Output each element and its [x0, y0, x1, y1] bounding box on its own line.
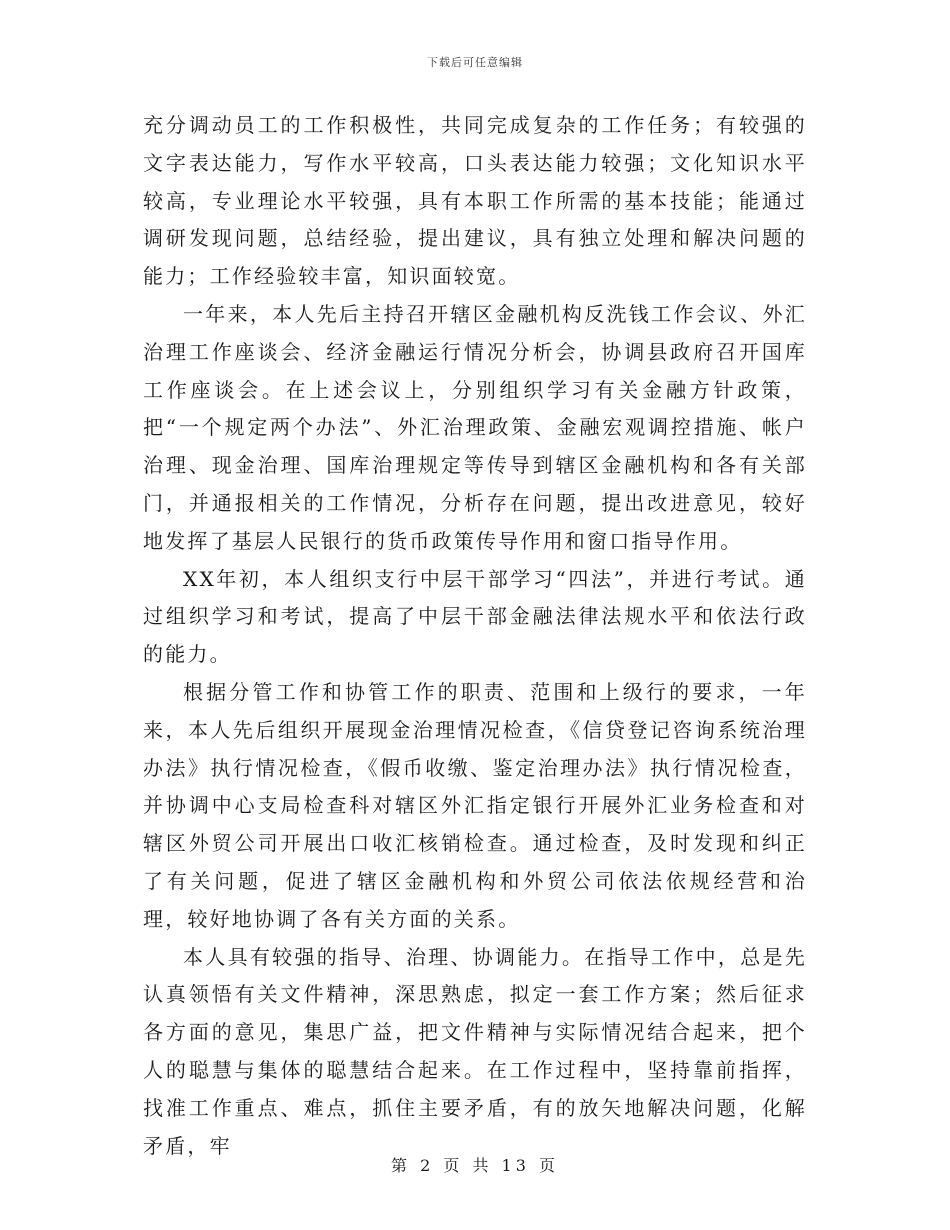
paragraph: XX年初，本人组织支行中层干部学习“四法”，并进行考试。通过组织学习和考试，提高了中层干部金融法律法规水平和依法行政的能力。: [143, 566, 807, 667]
paragraph: 一年来，本人先后主持召开辖区金融机构反洗钱工作会议、外汇治理工作座谈会、经济金融运行情况分析会，协调县政府召开国库工作座谈会。在上述会议上，分别组织学习有关金融方针政策，把“一个规定两个办法”、外汇治理政策、金融宏观调控措施、帐户治理、现金治理、国库治理规定等传导到辖区金融机构和各有关部门，并通报相关的工作情况，分析存在问题，提出改进意见，较好地发挥了基层人民银行的货币政策传导作用和窗口指导作用。: [143, 301, 807, 553]
paragraph: 根据分管工作和协管工作的职责、范围和上级行的要求，一年来，本人先后组织开展现金治理情况检查，《信贷登记咨询系统治理办法》执行情况检查，《假币收缴、鉴定治理办法》执行情况检查，并协调中心支局检查科对辖区外汇指定银行开展外汇业务检查和对辖区外贸公司开展出口收汇核销检查。通过检查，及时发现和纠正了有关问题，促进了辖区金融机构和外贸公司依法依规经营和治理，较好地协调了各有关方面的关系。: [143, 679, 807, 931]
page-header-note: 下载后可任意编辑: [427, 56, 523, 69]
paragraph: 本人具有较强的指导、治理、协调能力。在指导工作中，总是先认真领悟有关文件精神，深思熟虑，拟定一套工作方案；然后征求各方面的意见，集思广益，把文件精神与实际情况结合起来，把个人的聪慧与集体的聪慧结合起来。在工作过程中，坚持靠前指挥，找准工作重点、难点，抓住主要矛盾，有的放矢地解决问题，化解矛盾，牢: [143, 944, 807, 1158]
page-number: 第 2 页 共 13 页: [391, 1156, 559, 1175]
document-body: [143, 107, 807, 1165]
paragraph-continuation: 充分调动员工的工作积极性，共同完成复杂的工作任务；有较强的文字表达能力，写作水平较高，口头表达能力较强；文化知识水平较高，专业理论水平较强，具有本职工作所需的基本技能；能通过调研发现问题，总结经验，提出建议，具有独立处理和解决问题的能力；工作经验较丰富，知识面较宽。: [143, 113, 807, 289]
